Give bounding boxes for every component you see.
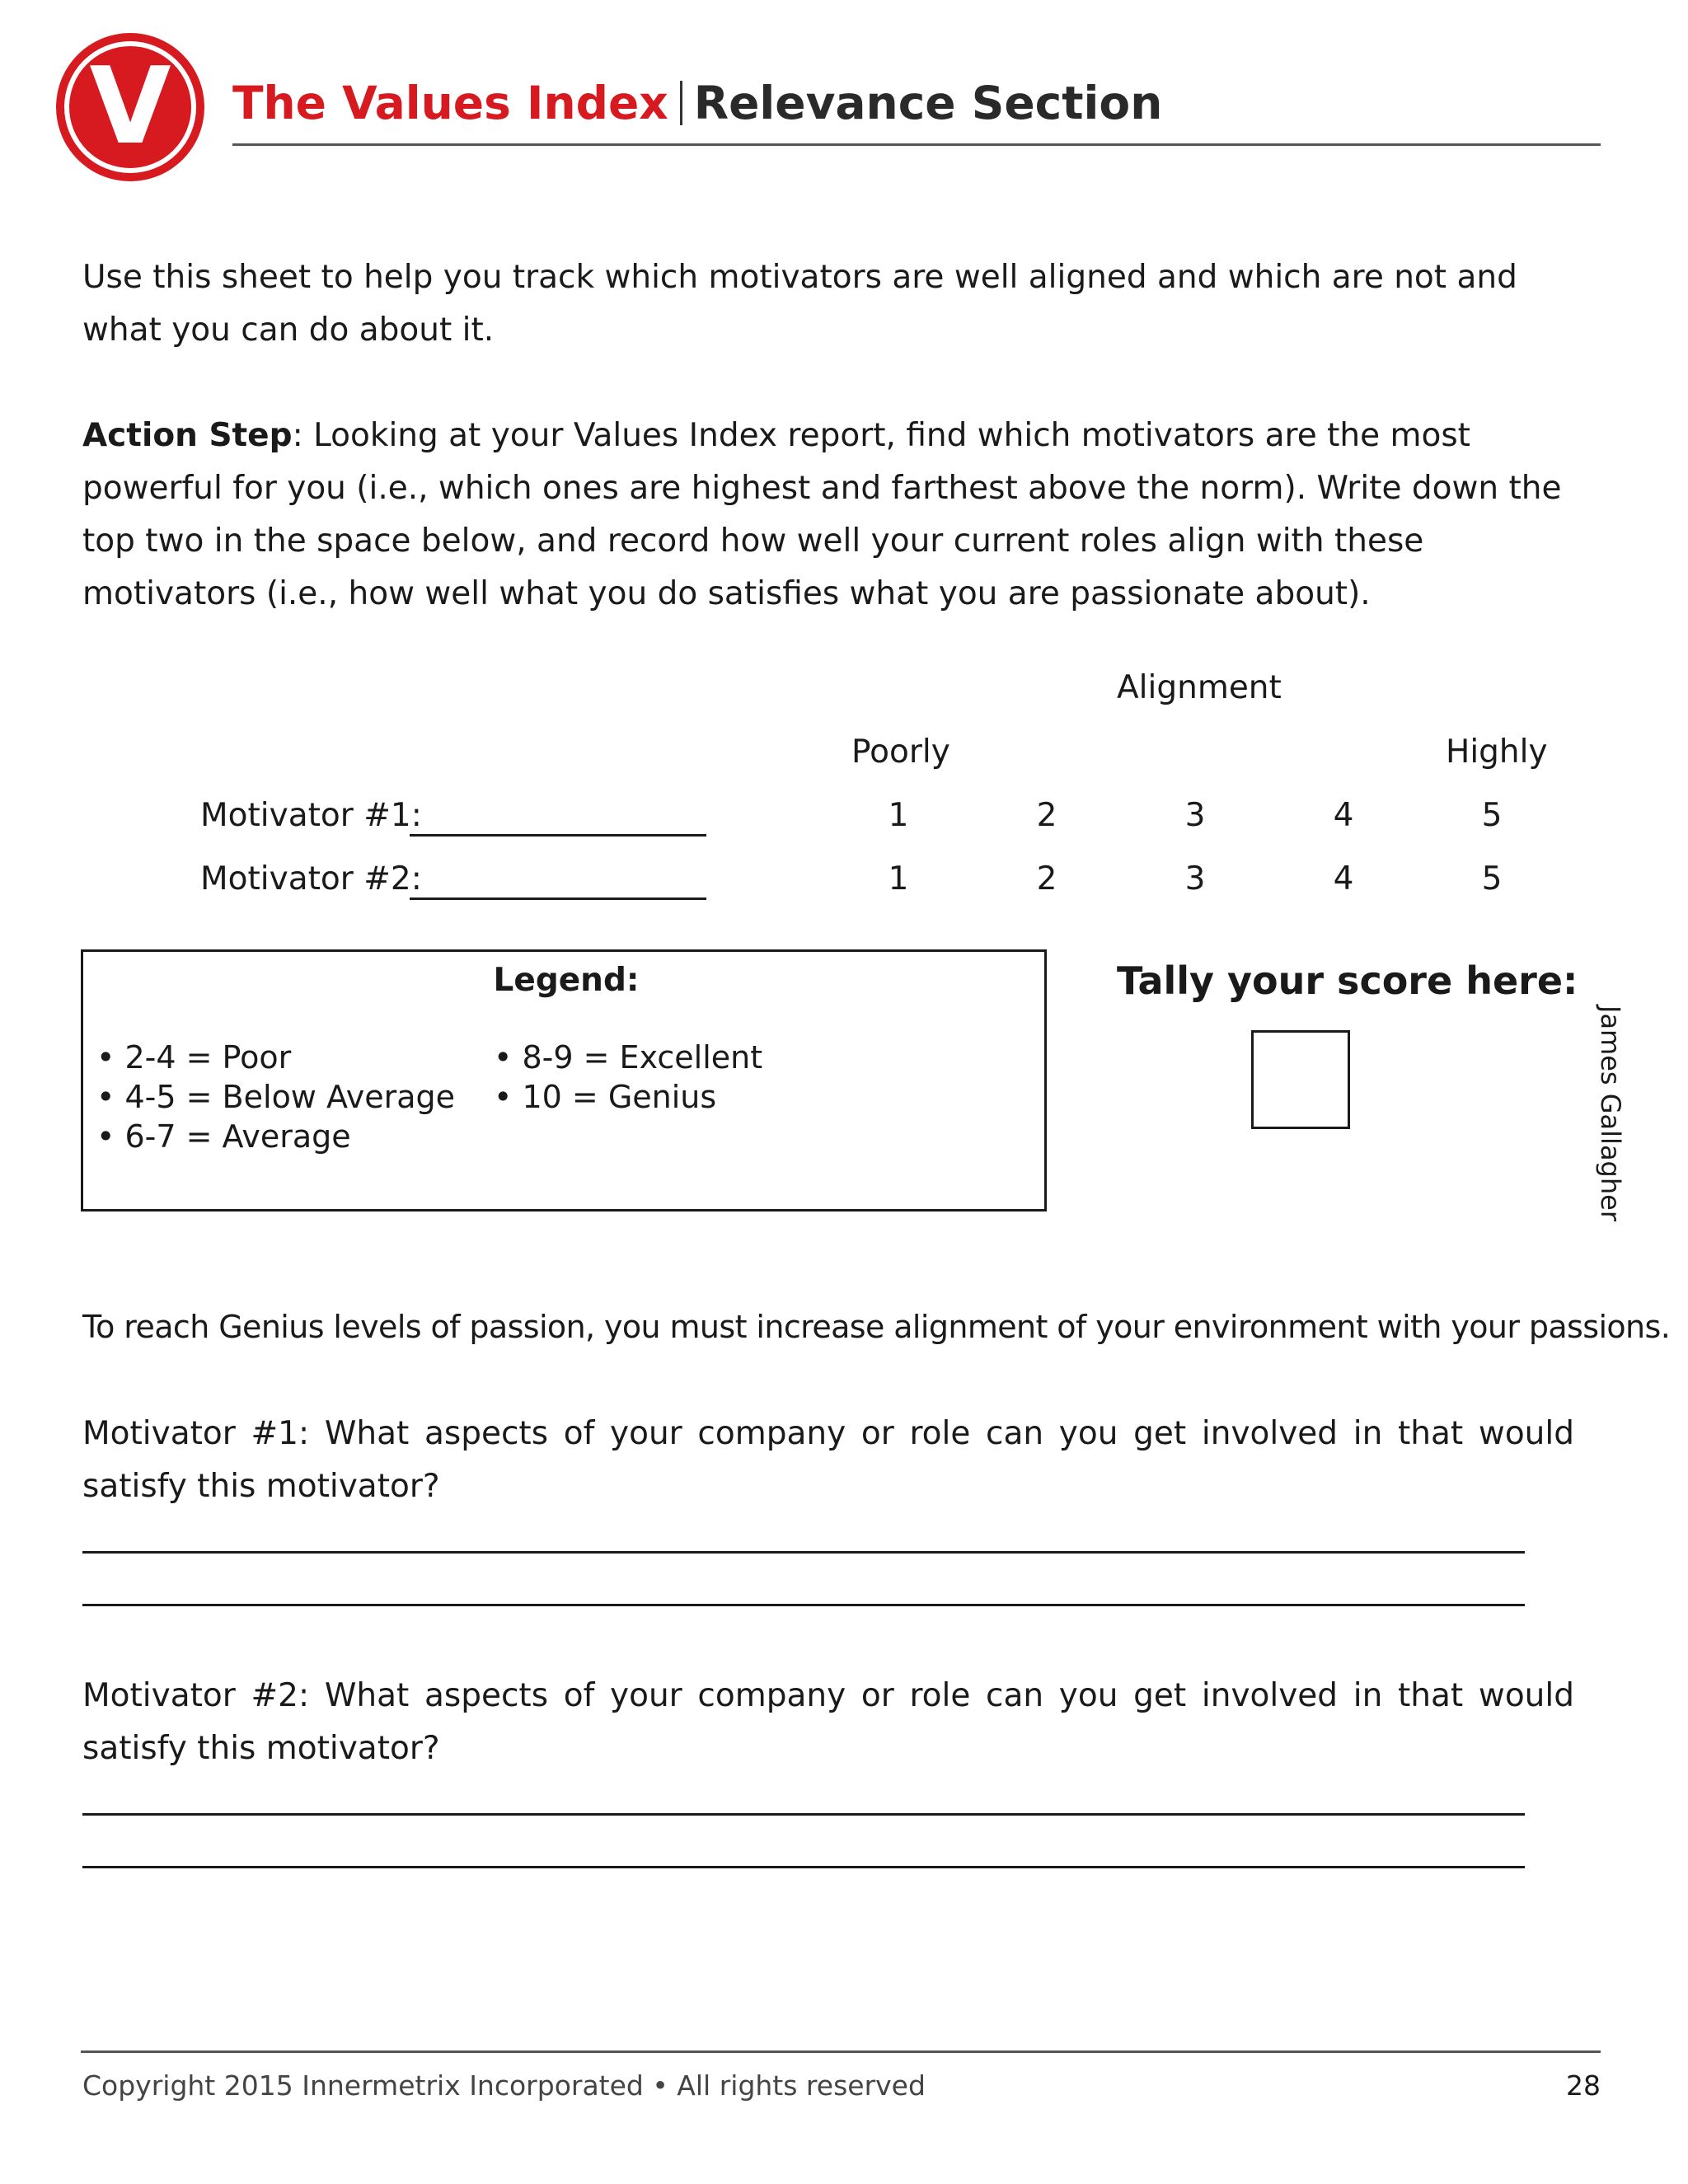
intro-paragraph: Use this sheet to help you track which motivators are well aligned and which are not and what you can do about it. xyxy=(82,259,1517,349)
section-name: Relevance Section xyxy=(693,77,1163,129)
legend-item-genius: • 10 = Genius xyxy=(494,1079,717,1115)
motivator-1-score-5[interactable]: 5 xyxy=(1481,797,1503,834)
tally-label: Tally your score here: xyxy=(1117,958,1578,1003)
answer-line-2b[interactable] xyxy=(82,1866,1525,1868)
tally-score-box[interactable] xyxy=(1251,1030,1350,1129)
page-title xyxy=(232,74,1162,132)
header-rule xyxy=(232,143,1601,146)
answer-line-2a[interactable] xyxy=(82,1813,1525,1816)
answer-line-1a[interactable] xyxy=(82,1551,1525,1554)
motivator-1-label: Motivator #1: xyxy=(200,797,422,834)
motivator-2-score-1[interactable]: 1 xyxy=(888,860,909,898)
values-index-logo xyxy=(56,33,204,181)
page-number: 28 xyxy=(1566,2069,1601,2102)
motivator-2-score-2[interactable]: 2 xyxy=(1036,860,1057,898)
legend-item-excellent: • 8-9 = Excellent xyxy=(494,1039,763,1076)
action-step-label: Action Step xyxy=(82,417,293,454)
brand-name: The Values Index xyxy=(232,77,668,129)
motivator-2-blank[interactable] xyxy=(410,898,706,900)
action-step-text: : Looking at your Values Index report, find which motivators are the most powerful for you (i.e., which ones are highest and farthest above the norm). Write down the top two in the space below, and record how well your current roles align with these motivators (i.e., how well what you do satisfies what you are passionate about). xyxy=(82,417,1562,612)
question-motivator-1: Motivator #1: What aspects of your company or role can you get involved in that would satisfy this motivator? xyxy=(82,1415,1574,1505)
motivator-1-score-3[interactable]: 3 xyxy=(1184,797,1206,834)
answer-line-1b[interactable] xyxy=(82,1604,1525,1606)
alignment-high-label: Highly xyxy=(1446,733,1548,771)
motivator-1-blank[interactable] xyxy=(410,834,706,837)
motivator-1-score-1[interactable]: 1 xyxy=(888,797,909,834)
question-motivator-2: Motivator #2: What aspects of your company or role can you get involved in that would satisfy this motivator? xyxy=(82,1677,1574,1767)
legend-item-poor: • 2-4 = Poor xyxy=(96,1039,292,1076)
motivator-1-score-2[interactable]: 2 xyxy=(1036,797,1057,834)
logo-letter: V xyxy=(89,45,171,168)
motivator-2-score-3[interactable]: 3 xyxy=(1184,860,1206,898)
motivator-2-score-5[interactable]: 5 xyxy=(1481,860,1503,898)
alignment-heading: Alignment xyxy=(1117,669,1282,706)
genius-note: To reach Genius levels of passion, you must increase alignment of your environment with your passions. xyxy=(82,1309,1671,1345)
copyright: Copyright 2015 Innermetrix Incorporated • All rights reserved xyxy=(82,2069,926,2102)
alignment-low-label: Poorly xyxy=(851,733,950,771)
motivator-2-score-4[interactable]: 4 xyxy=(1333,860,1354,898)
side-author xyxy=(1582,1005,1640,1220)
legend-item-average: • 6-7 = Average xyxy=(96,1118,351,1155)
title-separator xyxy=(680,81,682,125)
motivator-2-label: Motivator #2: xyxy=(200,860,422,898)
legend-title: Legend: xyxy=(493,962,640,999)
side-author-text: James Gallagher xyxy=(1595,1005,1626,1221)
action-step-paragraph xyxy=(82,410,1574,621)
legend-box xyxy=(81,949,1047,1212)
motivator-1-score-4[interactable]: 4 xyxy=(1333,797,1354,834)
legend-item-below-average: • 4-5 = Below Average xyxy=(96,1079,456,1115)
footer-rule xyxy=(81,2050,1601,2053)
